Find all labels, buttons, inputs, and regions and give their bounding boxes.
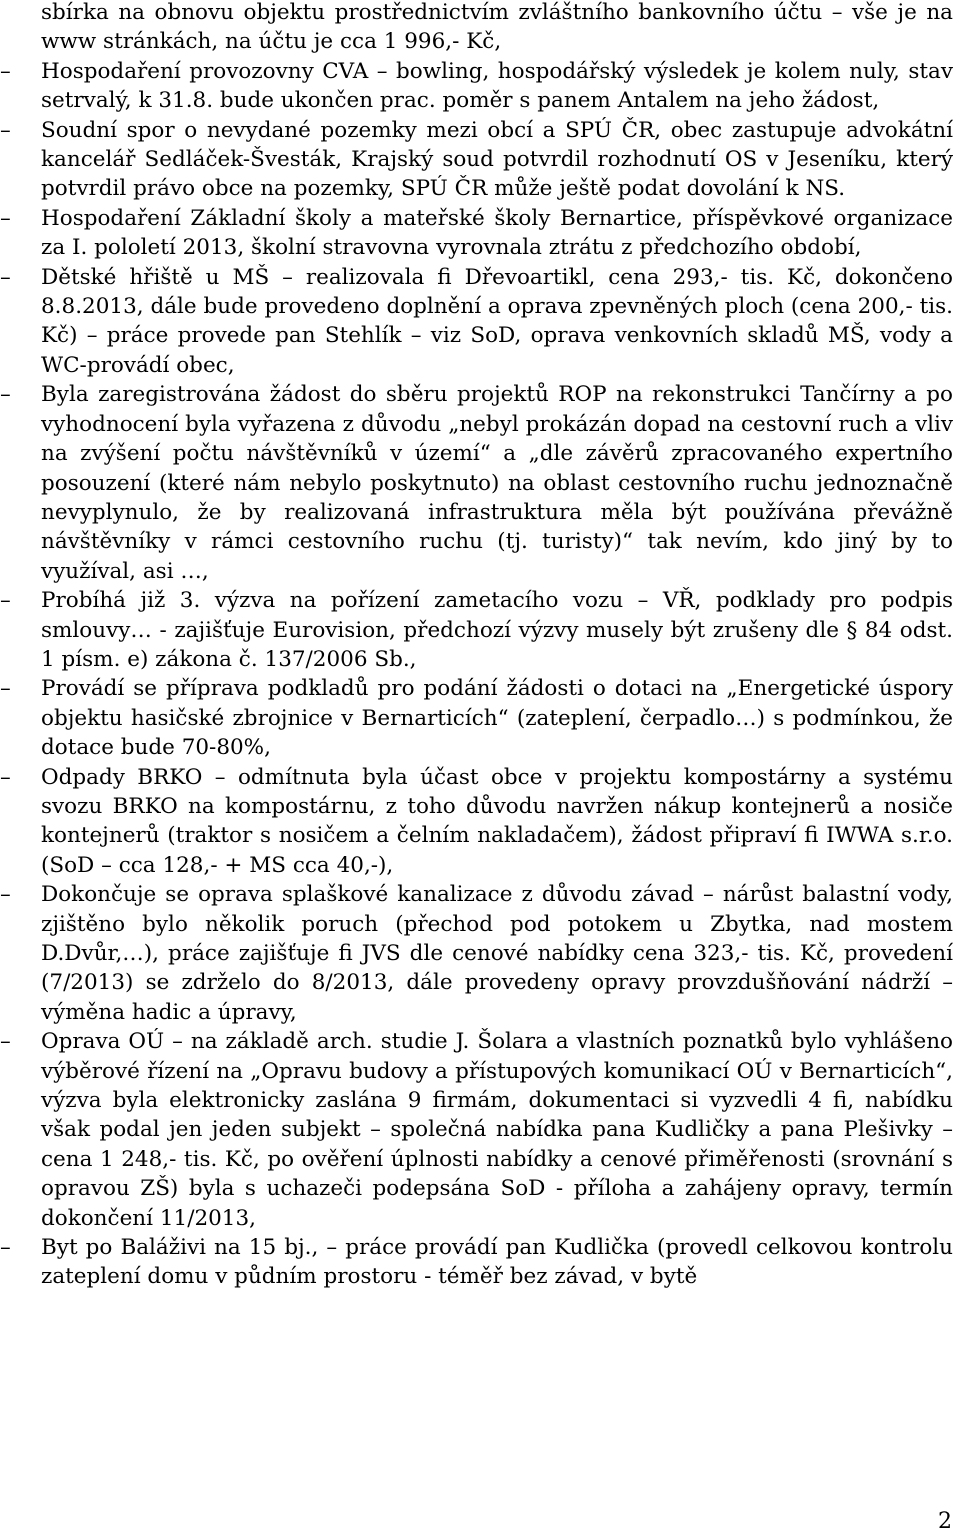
list-dash: –: [0, 58, 11, 84]
paragraph-text: Provádí se příprava podkladů pro podání žádosti o dotaci na „Energetické úspory objektu hasičské zbrojnice v Bernarticích“ (zateplení, čerpadlo…) s podmínkou, že dotace bude 70-80%,: [41, 676, 953, 761]
paragraph-3: [0, 116, 953, 204]
paragraph-text: Oprava OÚ – na základě arch. studie J. Šolara a vlastních poznatků bylo vyhlášeno výběrové řízení na „Opravu budovy a přístupových komunikací OÚ v Bernarticích“, výzva byla elektronicky zaslána 9 firmám, dokumentaci si vyzvedli 4 fi, nabídku však podal jen jeden subjekt – společná nabídka pana Kudličky a pana Plešivky – cena 1 248,- tis. Kč, po ověření úplnosti nabídky a cenové přiměřenosti (srovnání s opravou ZŠ) byla s uchazeči podepsána SoD - příloha a zahájeny opravy, termín dokončení 11/2013,: [41, 1029, 953, 1231]
paragraph-8: [0, 674, 953, 762]
list-dash: –: [0, 205, 11, 231]
paragraph-text: sbírka na obnovu objektu prostřednictvím zvláštního bankovního účtu – vše je na www stránkách, na účtu je cca 1 996,- Kč,: [41, 0, 953, 55]
paragraph-5: [0, 263, 953, 381]
list-dash: –: [0, 117, 11, 143]
paragraph-6: [0, 380, 953, 586]
list-dash: –: [0, 882, 11, 908]
paragraph-7: [0, 586, 953, 674]
paragraph-text: Hospodaření Základní školy a mateřské školy Bernartice, příspěvkové organizace za I. pololetí 2013, školní stravovna vyrovnala ztrátu z předchozího období,: [41, 205, 953, 261]
list-dash: –: [0, 1235, 11, 1261]
list-dash: –: [0, 382, 11, 408]
paragraph-1: [41, 0, 953, 57]
list-dash: –: [0, 264, 11, 290]
list-dash: –: [0, 588, 11, 614]
paragraph-12: [0, 1233, 953, 1292]
list-dash: –: [0, 1029, 11, 1055]
paragraph-text: Probíhá již 3. výzva na pořízení zametacího vozu – VŘ, podklady pro podpis smlouvy… - zajišťuje Eurovision, předchozí výzvy musely být zrušeny dle § 84 odst. 1 písm. e) zákona č. 137/2006 Sb.,: [41, 588, 953, 672]
paragraph-2: [0, 57, 953, 116]
paragraph-11: [0, 1027, 953, 1233]
paragraph-10: [0, 880, 953, 1027]
list-dash: –: [0, 676, 11, 702]
paragraph-text: Byt po Baláživi na 15 bj., – práce provádí pan Kudlička (provedl celkovou kontrolu zateplení domu v půdním prostoru - téměř bez závad, v bytě: [41, 1235, 953, 1290]
paragraph-4: [0, 204, 953, 263]
paragraph-text: Byla zaregistrována žádost do sběru projektů ROP na rekonstrukci Tančírny a po vyhodnocení byla vyřazena z důvodu „nebyl prokázán dopad na cestovní ruch a vliv na zvýšení počtu návštěvníků v území“ a „dle závěrů zpracovaného expertního posouzení (které nám nebylo poskytnuto) na oblast cestovního ruchu jednoznačně nevyplynulo, že by realizovaná infrastruktura měla být používána převážně návštěvníky v rámci cestovního ruchu (tj. turisty)“ tak nevím, kdo jiný by to využíval, asi …,: [41, 382, 953, 584]
paragraph-text: Dětské hřiště u MŠ – realizovala fi Dřevoartikl, cena 293,- tis. Kč, dokončeno 8.8.2013, dále bude provedeno doplnění a oprava zpevněných ploch (cena 200,- tis. Kč) – práce provede pan Stehlík – viz SoD, oprava venkovních skladů MŠ, vody a WC-provádí obec,: [41, 264, 953, 378]
paragraph-text: Hospodaření provozovny CVA – bowling, hospodářský výsledek je kolem nuly, stav setrvalý, k 31.8. bude ukončen prac. poměr s panem Antalem na jeho žádost,: [41, 58, 953, 114]
paragraph-9: [0, 763, 953, 881]
list-dash: –: [0, 764, 11, 790]
paragraph-text: Odpady BRKO – odmítnuta byla účast obce v projektu kompostárny a systému svozu BRKO na kompostárnu, z toho důvodu navržen nákup kontejnerů a nosiče kontejnerů (traktor s nosičem a čelním nakladačem), žádost připraví fi IWWA s.r.o. (SoD – cca 128,- + MS cca 40,-),: [41, 764, 953, 878]
paragraph-text: Dokončuje se oprava splaškové kanalizace z důvodu závad – nárůst balastní vody, zjištěno bylo několik poruch (přechod pod potokem u Zbytka, nad mostem D.Dvůr,…), práce zajišťuje fi JVS dle cenové nabídky cena 323,- tis. Kč, provedení (7/2013) se zdrželo do 8/2013, dále provedeny opravy provzdušňování nádrží – výměna hadic a úpravy,: [41, 882, 953, 1025]
paragraph-text: Soudní spor o nevydané pozemky mezi obcí a SPÚ ČR, obec zastupuje advokátní kancelář Sedláček-Švesták, Krajský soud potvrdil rozhodnutí OS v Jeseníku, který potvrdil právo obce na pozemky, SPÚ ČR může ještě podat dovolání k NS.: [41, 117, 953, 202]
page-number: 2: [938, 1509, 952, 1534]
